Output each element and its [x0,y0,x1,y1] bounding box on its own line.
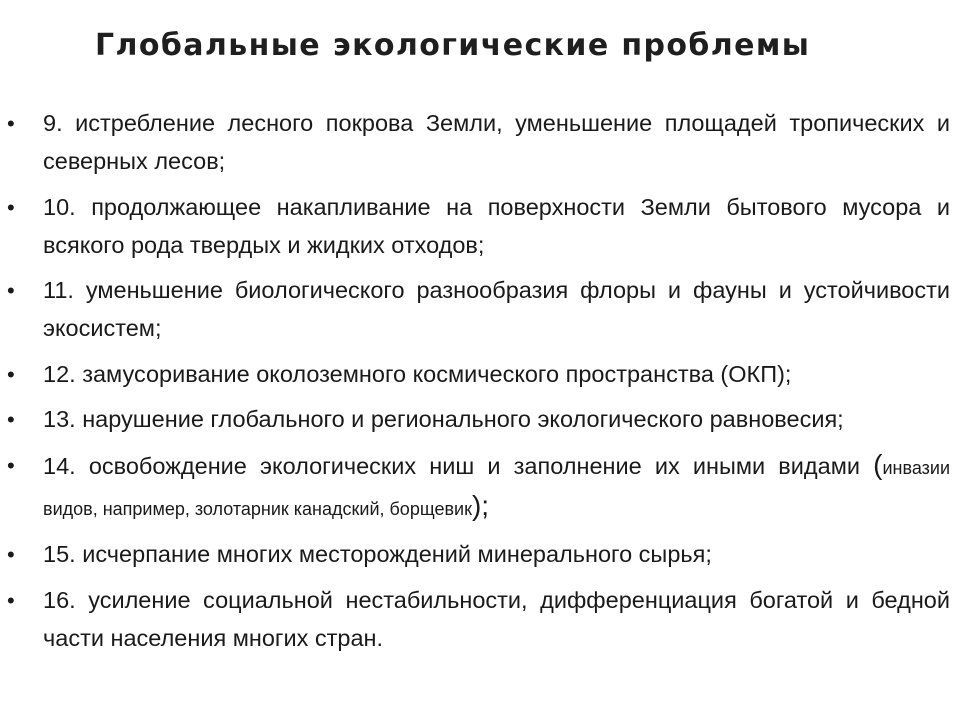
bullet-icon: • [7,407,15,432]
list-item [0,535,960,573]
bullet-icon: • [7,194,15,220]
bullet-icon: • [7,542,15,567]
list-item-text: 13. нарушение глобального и регионального экологического равновесия; [43,406,844,432]
bullet-icon: • [7,111,15,136]
list-item [0,400,960,438]
list-item [0,188,960,264]
list-item-text: 16. усиление социальной нестабильности, дифференциация богатой и бедной части населения многих стран. [43,586,950,651]
list-item-text: 12. замусоривание околоземного космического пространства (ОКП); [43,360,792,387]
list-item-text: 10. продолжающее накапливание на поверхности Земли бытового мусора и всякого рода твердых и жидких отходов; [43,193,950,258]
list-item-note: инвазии видов, например, золотарник канадский, борщевик [43,457,950,519]
list-item-main-text: 14. освобождение экологических ниш и заполнение их иными видами [43,452,860,479]
list-item-text: 9. истребление лесного покрова Земли, уменьшение площадей тропических и северных лесов; [43,110,950,174]
bullet-icon: • [7,452,15,478]
bullet-icon: • [7,361,15,387]
list-item [0,104,960,180]
list-item [0,355,960,393]
list-item-text: 15. исчерпание многих месторождений минерального сырья; [43,541,712,567]
list-item [0,271,960,347]
list-item-text [43,446,950,528]
slide-title: Глобальные экологические проблемы [95,28,811,63]
list-item [0,581,960,657]
list-item [0,446,960,528]
bullet-icon: • [7,587,15,613]
list-item-text: 11. уменьшение биологического разнообразия флоры и фауны и устойчивости экосистем; [43,277,950,341]
bullet-icon: • [7,278,15,303]
problem-list [0,104,960,664]
note-paren-close: ); [471,489,490,521]
note-paren-open: ( [873,448,883,480]
